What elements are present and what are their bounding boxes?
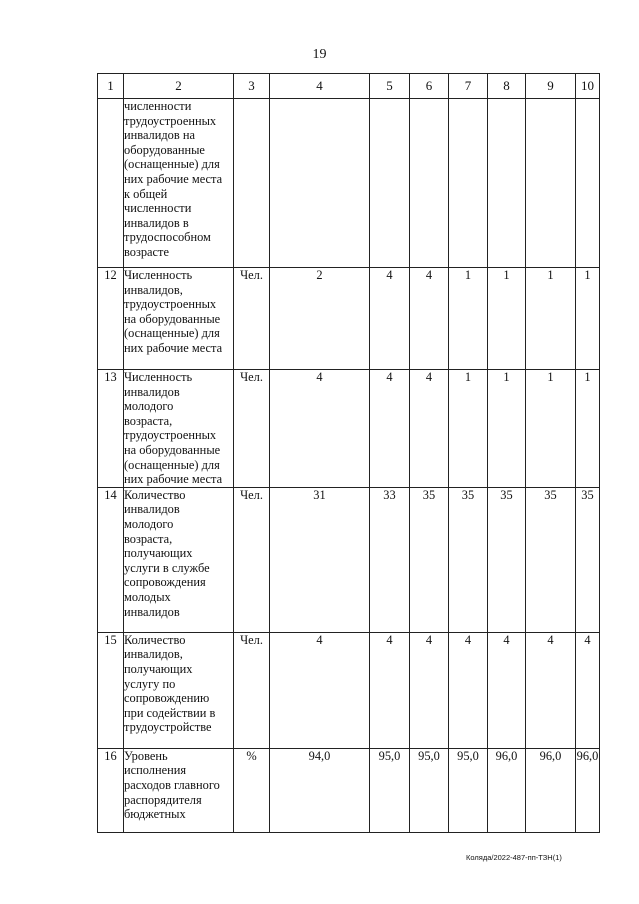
value-cell: 35 (526, 487, 576, 632)
row-number: 14 (98, 487, 124, 632)
value-cell (449, 99, 488, 268)
description-line: инвалидов (124, 384, 180, 399)
description-line: инвалидов (124, 604, 180, 619)
description-line: молодого (124, 516, 174, 531)
table-row (98, 268, 600, 370)
value-cell: 96,0 (576, 748, 600, 832)
indicator-description (124, 99, 234, 268)
table-row (98, 748, 600, 832)
value-cell: 96,0 (488, 748, 526, 832)
value-cell: 4 (270, 370, 370, 488)
header-cell: 7 (449, 74, 488, 99)
indicator-description (124, 487, 234, 632)
description-line: получающих (124, 546, 193, 561)
unit-cell: Чел. (234, 370, 270, 488)
header-cell: 1 (98, 74, 124, 99)
description-line: (оснащенные) для (124, 457, 220, 472)
description-line: них рабочие места (124, 171, 223, 186)
description-line: распорядителя (124, 792, 202, 807)
value-cell (576, 99, 600, 268)
description-line: услуги в службе (124, 560, 210, 575)
value-cell: 1 (488, 268, 526, 370)
description-line: возраста, (124, 413, 173, 428)
value-cell: 95,0 (449, 748, 488, 832)
value-cell: 1 (576, 268, 600, 370)
value-cell: 4 (410, 268, 449, 370)
indicators-table (97, 73, 600, 833)
table-row (98, 487, 600, 632)
unit-cell: % (234, 748, 270, 832)
row-number: 13 (98, 370, 124, 488)
value-cell: 35 (410, 487, 449, 632)
document-code: Коляда/2022-487-пп-ТЗН(1) (466, 853, 562, 862)
value-cell: 4 (370, 370, 410, 488)
value-cell: 31 (270, 487, 370, 632)
description-line: бюджетных (124, 807, 186, 822)
description-line: трудоустроенных (124, 297, 217, 312)
description-line: инвалидов, (124, 647, 183, 662)
header-cell: 9 (526, 74, 576, 99)
unit-cell: Чел. (234, 632, 270, 748)
value-cell (370, 99, 410, 268)
description-line: численности (124, 201, 192, 216)
description-line: молодого (124, 399, 174, 414)
description-line: численности (124, 99, 192, 113)
description-line: сопровождению (124, 691, 210, 706)
description-line: оборудованные (124, 142, 205, 157)
value-cell: 4 (270, 632, 370, 748)
value-cell: 4 (370, 632, 410, 748)
description-line: Количество (124, 487, 186, 502)
value-cell: 2 (270, 268, 370, 370)
value-cell (488, 99, 526, 268)
description-line: инвалидов (124, 502, 180, 517)
description-line: трудоустройстве (124, 720, 212, 735)
header-cell: 4 (270, 74, 370, 99)
row-number: 16 (98, 748, 124, 832)
value-cell: 1 (526, 268, 576, 370)
description-line: них рабочие места (124, 472, 223, 487)
unit-cell: Чел. (234, 487, 270, 632)
value-cell: 96,0 (526, 748, 576, 832)
value-cell (270, 99, 370, 268)
description-line: трудоустроенных (124, 428, 217, 443)
value-cell: 35 (488, 487, 526, 632)
value-cell: 95,0 (410, 748, 449, 832)
row-number: 15 (98, 632, 124, 748)
description-line: (оснащенные) для (124, 326, 220, 341)
indicator-description (124, 370, 234, 488)
description-line: них рабочие места (124, 340, 223, 355)
description-line: инвалидов, (124, 282, 183, 297)
value-cell: 4 (370, 268, 410, 370)
value-cell: 94,0 (270, 748, 370, 832)
description-line: расходов главного (124, 777, 220, 792)
description-line: возраста, (124, 531, 173, 546)
value-cell: 35 (449, 487, 488, 632)
description-line: к общей (124, 186, 168, 201)
description-line: возрасте (124, 244, 169, 259)
unit-cell (234, 99, 270, 268)
description-line: инвалидов на (124, 128, 195, 143)
description-line: на оборудованные (124, 442, 221, 457)
value-cell: 35 (576, 487, 600, 632)
description-line: Численность (124, 370, 193, 384)
value-cell: 4 (410, 370, 449, 488)
value-cell: 95,0 (370, 748, 410, 832)
description-line: трудоспособном (124, 230, 211, 245)
unit-cell: Чел. (234, 268, 270, 370)
header-cell: 6 (410, 74, 449, 99)
row-number (98, 99, 124, 268)
value-cell (410, 99, 449, 268)
value-cell: 4 (488, 632, 526, 748)
description-line: инвалидов в (124, 215, 189, 230)
header-cell: 2 (124, 74, 234, 99)
table-row (98, 99, 600, 268)
value-cell: 4 (576, 632, 600, 748)
page-number: 19 (312, 47, 327, 62)
table-row (98, 370, 600, 488)
value-cell: 4 (449, 632, 488, 748)
value-cell: 4 (410, 632, 449, 748)
description-line: молодых (124, 589, 171, 604)
description-line: Количество (124, 632, 186, 647)
value-cell: 1 (488, 370, 526, 488)
value-cell: 1 (576, 370, 600, 488)
header-cell: 10 (576, 74, 600, 99)
description-line: сопровождения (124, 575, 206, 590)
header-cell: 8 (488, 74, 526, 99)
value-cell: 33 (370, 487, 410, 632)
indicator-description (124, 748, 234, 832)
table-row (98, 632, 600, 748)
header-row (98, 74, 600, 99)
description-line: Уровень (124, 748, 168, 763)
value-cell (526, 99, 576, 268)
row-number: 12 (98, 268, 124, 370)
header-cell: 5 (370, 74, 410, 99)
value-cell: 1 (449, 268, 488, 370)
description-line: на оборудованные (124, 311, 221, 326)
value-cell: 1 (449, 370, 488, 488)
description-line: при содействии в (124, 705, 216, 720)
description-line: получающих (124, 661, 193, 676)
value-cell: 1 (526, 370, 576, 488)
description-line: (оснащенные) для (124, 157, 220, 172)
value-cell: 4 (526, 632, 576, 748)
header-cell: 3 (234, 74, 270, 99)
description-line: Численность (124, 268, 193, 282)
indicator-description (124, 268, 234, 370)
description-line: трудоустроенных (124, 113, 217, 128)
description-line: услугу по (124, 676, 176, 691)
description-line: исполнения (124, 763, 187, 778)
indicator-description (124, 632, 234, 748)
